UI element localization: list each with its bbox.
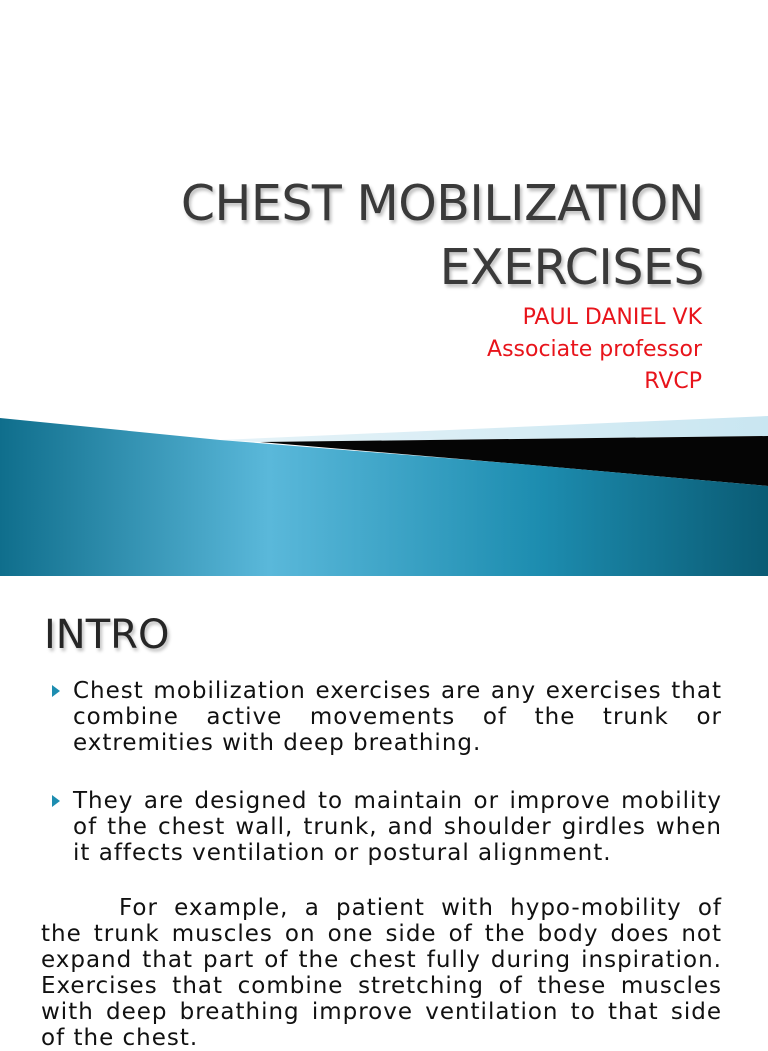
bullet-item	[52, 788, 722, 866]
bullet-text: They are designed to maintain or improve mobility of the chest wall, trunk, and shoulder girdles when it affects ventilation or postural alignment.	[73, 788, 722, 866]
example-paragraph: For example, a patient with hypo-mobility of the trunk muscles on one side of the body does not expand that part of the chest fully during inspiration. Exercises that combine stretching of these muscles with deep breathing improve ventilation to that side of the chest.	[41, 895, 722, 1051]
slide-heading: INTRO	[44, 612, 170, 658]
slide-title: CHEST MOBILIZATION EXERCISES	[180, 175, 704, 296]
presenter-role: Associate professor	[487, 337, 702, 362]
bullet-arrow-icon	[52, 685, 60, 697]
presenter-name: PAUL DANIEL VK	[522, 305, 702, 330]
presenter-institution: RVCP	[644, 369, 702, 394]
bullet-arrow-icon	[52, 795, 60, 807]
bullet-text: Chest mobilization exercises are any exercises that combine active movements of the trunk or extremities with deep breathing.	[73, 678, 722, 756]
decorative-banner	[0, 412, 768, 576]
intro-slide	[0, 588, 768, 1051]
presenter-info	[487, 302, 702, 398]
slide-divider	[0, 576, 768, 588]
bullet-item	[52, 678, 722, 756]
